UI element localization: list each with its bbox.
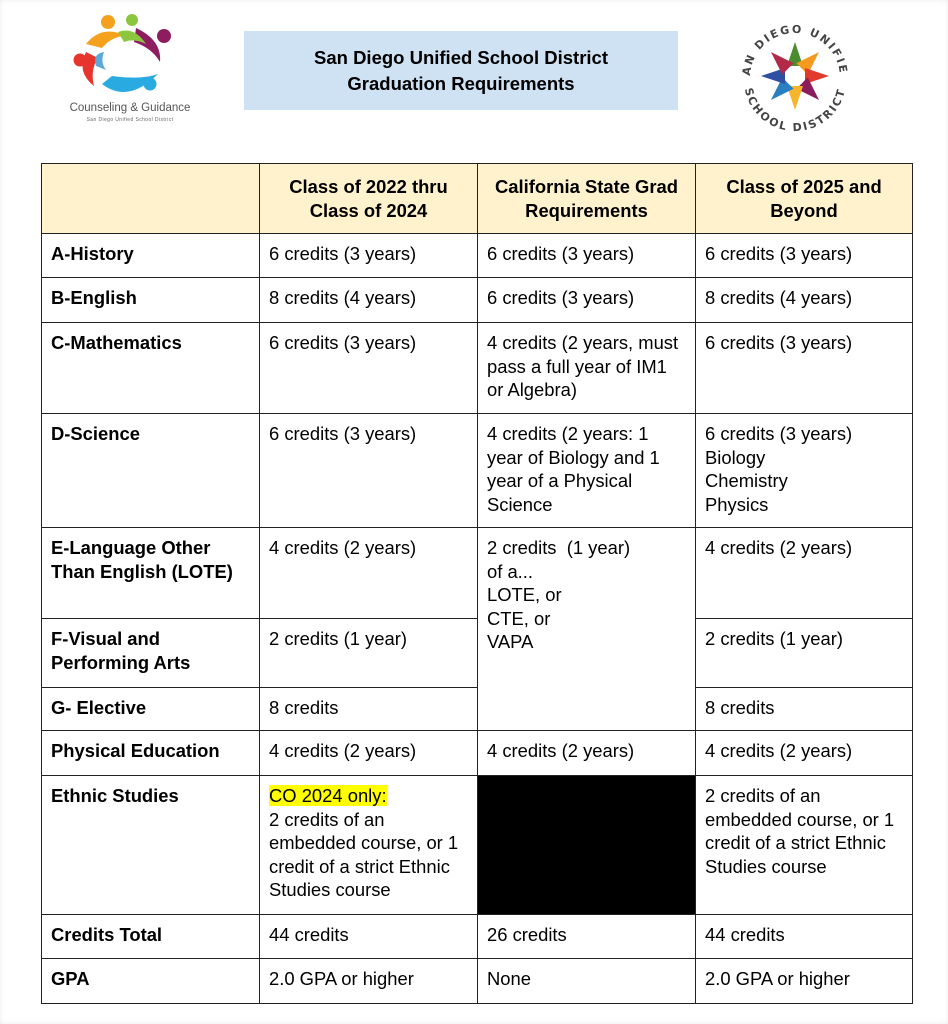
cell-lote-2022: 4 credits (2 years) xyxy=(260,528,478,619)
science-2025-line-2: Biology xyxy=(705,446,766,468)
table-row xyxy=(42,776,913,915)
header-class-2022-2024: Class of 2022 thru Class of 2024 xyxy=(260,164,478,234)
cell-lote-2025: 4 credits (2 years) xyxy=(696,528,913,619)
page-title xyxy=(244,31,678,110)
cell-elective-2022: 8 credits xyxy=(260,688,478,731)
row-label-math: C-Mathematics xyxy=(42,323,260,414)
row-label-lote: E-Language Other Than English (LOTE) xyxy=(42,528,260,619)
cell-gpa-state: None xyxy=(478,959,696,1004)
cell-math-2025: 6 credits (3 years) xyxy=(696,323,913,414)
cell-gpa-2025: 2.0 GPA or higher xyxy=(696,959,913,1004)
cell-ethnic-2022 xyxy=(260,776,478,915)
header-california-state: California State Grad Requirements xyxy=(478,164,696,234)
state-elective-line-2: of a... xyxy=(487,560,534,582)
row-label-ethnic: Ethnic Studies xyxy=(42,776,260,915)
table-row xyxy=(42,619,913,688)
redacted-cell xyxy=(478,776,696,915)
state-elective-line-5: VAPA xyxy=(487,631,534,652)
row-label-pe: Physical Education xyxy=(42,731,260,776)
table-row xyxy=(42,915,913,959)
cell-math-2022: 6 credits (3 years) xyxy=(260,323,478,414)
cell-lote-vapa-elective-state xyxy=(478,528,696,731)
row-label-gpa: GPA xyxy=(42,959,260,1004)
cell-pe-2025: 4 credits (2 years) xyxy=(696,731,913,776)
table-row xyxy=(42,731,913,776)
science-2025-line-4: Physics xyxy=(705,493,769,515)
row-label-elective: G- Elective xyxy=(42,688,260,731)
seal-text-top: AN DIEGO UNIFIE xyxy=(739,22,850,77)
cell-vapa-2022: 2 credits (1 year) xyxy=(260,619,478,688)
cell-total-2025: 44 credits xyxy=(696,915,913,959)
cell-science-2022: 6 credits (3 years) xyxy=(260,414,478,528)
cell-ethnic-2025: 2 credits of an embedded course, or 1 credit of a strict Ethnic Studies course xyxy=(696,776,913,915)
ethnic-2022-body: 2 credits of an embedded course, or 1 credit of a strict Ethnic Studies course xyxy=(269,808,459,900)
cell-history-state: 6 credits (3 years) xyxy=(478,234,696,278)
cell-english-2022: 8 credits (4 years) xyxy=(260,278,478,323)
state-elective-line-4: CTE, or xyxy=(487,607,551,629)
highlighted-note: CO 2024 only: xyxy=(269,785,387,806)
requirements-table xyxy=(41,163,913,1004)
row-label-vapa: F-Visual and Performing Arts xyxy=(42,619,260,688)
header-blank xyxy=(42,164,260,234)
cell-science-state: 4 credits (2 years: 1 year of Biology and 1 year of a Physical Science xyxy=(478,414,696,528)
table-row xyxy=(42,959,913,1004)
cell-total-state: 26 credits xyxy=(478,915,696,959)
cell-gpa-2022: 2.0 GPA or higher xyxy=(260,959,478,1004)
cell-history-2022: 6 credits (3 years) xyxy=(260,234,478,278)
cell-elective-2025: 8 credits xyxy=(696,688,913,731)
science-2025-line-3: Chemistry xyxy=(705,470,788,491)
cell-english-state: 6 credits (3 years) xyxy=(478,278,696,323)
cell-pe-state: 4 credits (2 years) xyxy=(478,731,696,776)
row-label-english: B-English xyxy=(42,278,260,323)
counseling-guidance-logo xyxy=(60,14,200,126)
cell-pe-2022: 4 credits (2 years) xyxy=(260,731,478,776)
logo-text: Counseling & Guidance xyxy=(69,102,191,114)
header-class-2025-beyond: Class of 2025 and Beyond xyxy=(696,164,913,234)
table-header-row xyxy=(42,164,913,234)
state-elective-line-3: LOTE, or xyxy=(487,584,562,605)
row-label-science: D-Science xyxy=(42,414,260,528)
title-line-2: Graduation Requirements xyxy=(347,72,575,94)
cell-total-2022: 44 credits xyxy=(260,915,478,959)
logo-subtext: San Diego Unified School District xyxy=(86,117,174,123)
row-label-history: A-History xyxy=(42,234,260,278)
state-elective-line-1: 2 credits (1 year) xyxy=(487,537,631,558)
row-label-total: Credits Total xyxy=(42,915,260,959)
seal-text-bottom: SCHOOL DISTRICT xyxy=(741,86,849,135)
table-row xyxy=(42,234,913,278)
table-row xyxy=(42,323,913,414)
table-row xyxy=(42,528,913,619)
table-row xyxy=(42,278,913,323)
cell-english-2025: 8 credits (4 years) xyxy=(696,278,913,323)
table-row xyxy=(42,414,913,528)
science-2025-line-1: 6 credits (3 years) xyxy=(705,423,853,444)
cell-science-2025 xyxy=(696,414,913,528)
cell-vapa-2025: 2 credits (1 year) xyxy=(696,619,913,688)
cell-history-2025: 6 credits (3 years) xyxy=(696,234,913,278)
table-row xyxy=(42,688,913,731)
district-seal-logo xyxy=(730,10,860,140)
title-line-1: San Diego Unified School District xyxy=(314,46,608,68)
star-seal-icon xyxy=(730,10,860,140)
people-circle-icon xyxy=(72,14,188,102)
cell-math-state: 4 credits (2 years, must pass a full year of IM1 or Algebra) xyxy=(478,323,696,414)
